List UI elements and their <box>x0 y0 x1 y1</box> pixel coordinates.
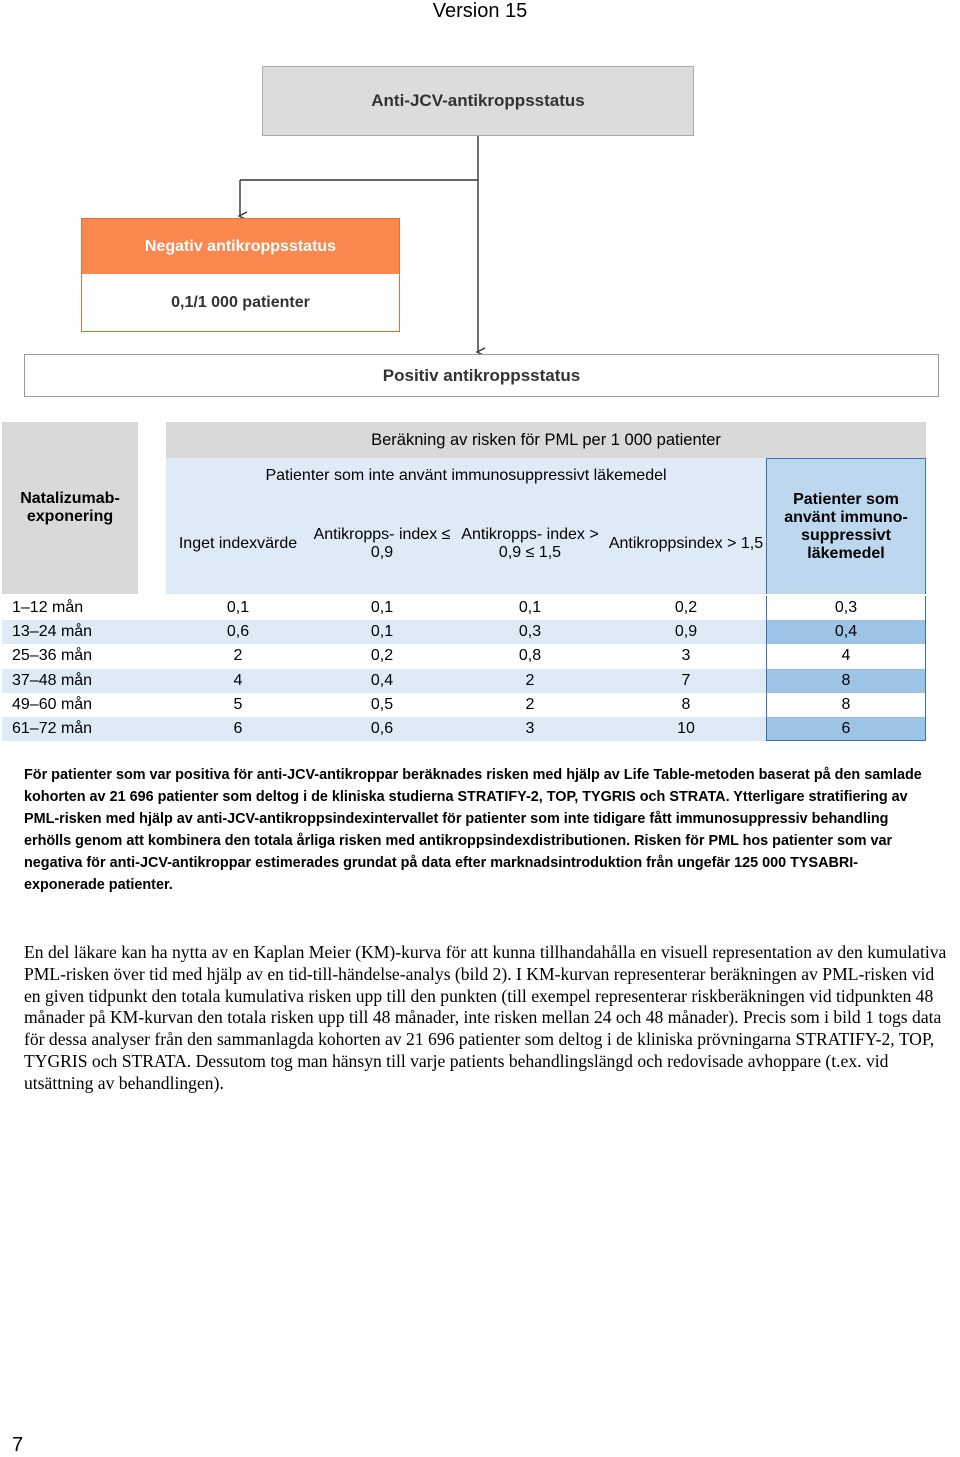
version-label: Version 15 <box>432 0 528 22</box>
table-footnote: För patienter som var positiva för anti-JCV-antikroppar beräknades risken med hjälp av Life Table-metoden baserat på den samlade kohorten av 21 696 patienter som deltog i de kliniska studierna STRATIFY-2, TOP, TYGRIS och STRATA. Ytterligare stratifiering av PML-risken med hjälp av anti-JCV-antikroppsindexintervallet för patienter som inte tidigare fått immunosuppressiv behandling erhölls genom att kombinera den totala årliga risken med antikroppsindexdistributionen. Risken för PML hos patienter som var negativa för anti-JCV-antikroppar estimerades grundat på data efter marknadsintroduktion från ungefär 125 000 TYSABRI-exponerade patienter. <box>24 767 922 893</box>
negative-status-value: 0,1/1 000 patienter <box>81 274 400 332</box>
table-cell: 6 <box>166 717 310 741</box>
negative-status-header: Negativ antikroppsstatus <box>81 218 400 276</box>
no-immuno-header: Patienter som inte använt immunosuppressivt läkemedel <box>166 458 766 494</box>
table-cell: 3 <box>454 717 606 741</box>
calc-header: Beräkning av risken för PML per 1 000 patienter <box>166 422 926 458</box>
table-cell: 0,1 <box>370 599 394 617</box>
table-cell: 0,6 <box>310 717 454 741</box>
table-cell: 0,1 <box>226 599 250 617</box>
table-cell: 0,9 <box>606 620 766 644</box>
table-cell: 0,4 <box>766 620 926 644</box>
table-cell: 7 <box>606 669 766 693</box>
table-cell: 0,2 <box>370 647 394 665</box>
col-header-le09: Antikropps- index ≤ 0,9 <box>310 494 454 594</box>
table-cell: 0,8 <box>518 647 542 665</box>
antibody-status-box: Anti-JCV-antikroppsstatus <box>262 66 694 136</box>
col-header-immuno: Patienter som använt immuno- suppressivt läkemedel <box>766 458 926 594</box>
row-label: 13–24 mån <box>2 620 166 644</box>
body-paragraph: En del läkare kan ha nytta av en Kaplan Meier (KM)-kurva för att kunna tillhandahålla en visuell representation av den kumulativa PML-risken över tid med hjälp av en tid-till-händelse-analys (bild 2). I KM-kurvan representerar beräkningen av PML-risken vid en given tidpunkt den totala kumulativa risken upp till den punkten (till exempel representerar riskberäkningen vid tidpunkten 48 månader på KM-kurvan den totala risken upp till 48 månader, inte risken mellan 24 och 48 månader). Precis som i bild 1 togs data för dessa analyser från den sammanlagda kohorten av 21 696 patienter som deltog i de kliniska prövningarna STRATIFY-2, TOP, TYGRIS och STRATA. Dessutom tog man hänsyn till varje patients behandlingslängd och redovisade avhoppare (t.ex. vid utsättning av behandlingen). <box>24 942 947 1093</box>
row-label: 61–72 mån <box>2 717 166 741</box>
table-cell: 5 <box>233 695 243 713</box>
col-header-09-15: Antikropps- index > 0,9 ≤ 1,5 <box>454 494 606 594</box>
table-cell: 8 <box>681 695 691 713</box>
col-header-none: Inget indexvärde <box>166 494 310 594</box>
row-label: 25–36 mån <box>12 647 93 665</box>
exposure-header: Natalizumab- exponering <box>2 422 138 594</box>
table-cell: 8 <box>766 669 926 693</box>
table-cell: 2 <box>525 695 535 713</box>
table-cell: 0,1 <box>310 620 454 644</box>
table-cell: 6 <box>766 717 926 741</box>
positive-status-box: Positiv antikroppsstatus <box>24 354 939 397</box>
table-cell: 2 <box>233 647 243 665</box>
table-cell: 3 <box>681 647 691 665</box>
table-cell: 0,1 <box>518 599 542 617</box>
table-cell: 4 <box>166 669 310 693</box>
table-cell: 0,2 <box>674 599 698 617</box>
table-cell: 8 <box>766 693 926 717</box>
col-header-gt15: Antikroppsindex > 1,5 <box>606 494 766 594</box>
table-cell: 0,3 <box>766 596 926 620</box>
row-label: 1–12 mån <box>12 599 84 617</box>
table-cell: 0,6 <box>166 620 310 644</box>
table-cell: 10 <box>606 717 766 741</box>
table-cell: 2 <box>454 669 606 693</box>
table-cell: 0,3 <box>454 620 606 644</box>
row-label: 37–48 mån <box>2 669 166 693</box>
row-label: 49–60 mån <box>12 695 93 713</box>
table-cell: 4 <box>766 644 926 668</box>
page-number: 7 <box>12 1434 24 1456</box>
table-cell: 0,5 <box>370 695 394 713</box>
table-cell: 0,4 <box>310 669 454 693</box>
